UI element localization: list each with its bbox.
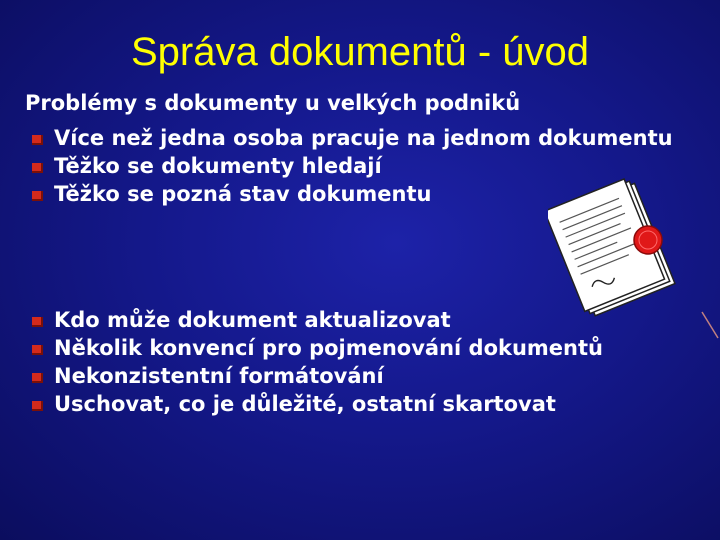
bullet-text: Kdo může dokument aktualizovat — [54, 308, 451, 332]
slide-title: Správa dokumentů - úvod — [130, 30, 590, 74]
decorative-line — [700, 310, 720, 340]
bullet-text: Nekonzistentní formátování — [54, 364, 384, 388]
bullet-list-issues — [30, 306, 630, 418]
bullet-item — [30, 334, 630, 362]
bullet-item — [30, 306, 630, 334]
document-stack-with-seal-icon — [548, 172, 688, 317]
bullet-text: Těžko se dokumenty hledají — [54, 154, 382, 178]
bullet-item — [30, 124, 690, 152]
bullet-text: Uschovat, co je důležité, ostatní skartovat — [54, 392, 556, 416]
bullet-text: Několik konvencí pro pojmenování dokumentů — [54, 336, 603, 360]
bullet-text: Více než jedna osoba pracuje na jednom dokumentu — [54, 126, 673, 150]
red-square-bullet-icon — [32, 191, 43, 201]
bullet-item — [30, 362, 630, 390]
red-square-bullet-icon — [32, 317, 43, 327]
bullet-text: Těžko se pozná stav dokumentu — [54, 182, 432, 206]
red-square-bullet-icon — [32, 135, 43, 145]
red-square-bullet-icon — [32, 163, 43, 173]
red-square-bullet-icon — [32, 345, 43, 355]
red-square-bullet-icon — [32, 373, 43, 383]
section-heading: Problémy s dokumenty u velkých podniků — [25, 91, 521, 115]
red-square-bullet-icon — [32, 401, 43, 411]
bullet-item — [30, 390, 630, 418]
